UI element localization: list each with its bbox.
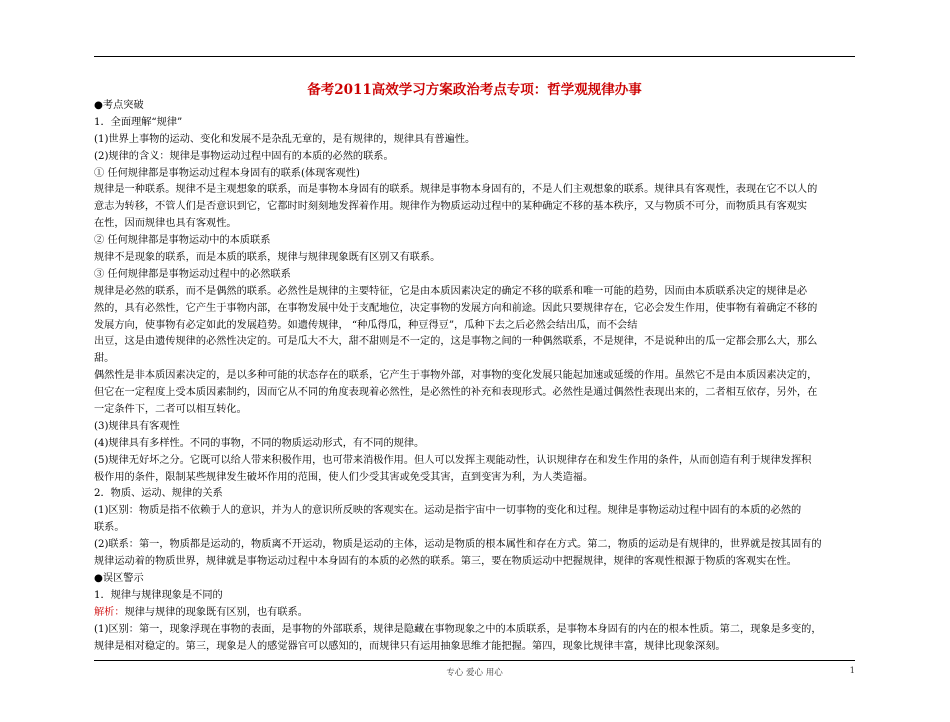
header-rule (94, 56, 855, 57)
body-line: (3)规律具有客观性 (94, 420, 180, 432)
analysis-text: 规律与规律的现象既有区别，也有联系。 (124, 606, 308, 618)
page-number: 1 (849, 666, 855, 676)
body-line: 规律是必然的联系，而不是偶然的联系。必然性是规律的主要特征，它是由本质因素决定的确定不移的联系和唯一可能的趋势，因而由本质联系决定的规律是必 (94, 285, 808, 297)
body-line: ① 任何规律都是事物运动过程本身固有的联系(体现客观性) (94, 167, 360, 179)
document-body (94, 98, 862, 655)
body-line: (1)区别：物质是指不依赖于人的意识，并为人的意识所反映的客观实在。运动是指宇宙中一切事物的变化和过程。规律是事物运动过程中固有的本质的必然的 (94, 505, 802, 517)
body-line: (2)规律的含义：规律是事物运动过程中固有的本质的必然的联系。 (94, 150, 394, 162)
page-title: 备考2011高效学习方案政治考点专项：哲学观规律办事 (307, 82, 642, 98)
body-line: 规律运动着的物质世界，规律就是事物运动过程中本身固有的本质的必然的联系。第三，要在物质运动中把握规律，规律的客观性根源于物质的客观实在性。 (94, 556, 797, 568)
body-line: 发展方向，使事物有必定如此的发展趋势。如遗传规律， “种瓜得瓜，种豆得豆”，瓜种下去之后必然会结出瓜，而不会结 (94, 319, 638, 331)
body-line: 偶然性是非本质因素决定的，是以多种可能的状态存在的联系，它产生于事物外部，对事物的变化发展只能起加速或延缓的作用。虽然它不是由本质因素决定的， (94, 370, 818, 382)
body-line: ② 任何规律都是事物运动中的本质联系 (94, 235, 271, 247)
body-line: (1)世界上事物的运动、变化和发展不是杂乱无章的，是有规律的，规律具有普遍性。 (94, 133, 476, 145)
page-footer: 专心 爱心 用心 (446, 668, 503, 678)
body-line: 一定条件下，二者可以相互转化。 (94, 404, 247, 416)
body-line: (2)联系：第一，物质都是运动的，物质离不开运动，物质是运动的主体，运动是物质的根本属性和存在方式。第二，物质的运动是有规律的，世界就是按其固有的 (94, 539, 822, 551)
body-line: 极作用的条件，限制某些规律发生破坏作用的范围，使人们少受其害或免受其害，直到变害为利，为人类造福。 (94, 471, 594, 483)
body-line: ●误区警示 (94, 572, 144, 584)
body-line: 联系。 (94, 522, 125, 534)
body-line: 在性，因而规律也具有客观性。 (94, 218, 237, 230)
body-line: ③ 任何规律都是事物运动过程中的必然联系 (94, 268, 291, 280)
body-line: 规律是相对稳定的。第三，现象是人的感觉器官可以感知的，而规律只有运用抽象思维才能把握。第四，现象比规律丰富，规律比现象深刻。 (94, 640, 726, 652)
analysis-line (94, 605, 862, 622)
body-line: 2．物质、运动、规律的关系 (94, 488, 223, 500)
body-line: 规律是一种联系。规律不是主观想象的联系，而是事物本身固有的联系。规律是事物本身固有的，不是人们主观想象的联系。规律具有客观性，表现在它不以人的 (94, 184, 818, 196)
body-line: 但它在一定程度上受本质因素制约，因而它从不同的角度表现着必然性，是必然性的补充和表现形式。必然性是通过偶然性表现出来的，二者相互依存，另外，在 (94, 387, 818, 399)
body-line: (5)规律无好坏之分。它既可以给人带来积极作用，也可带来消极作用。但人可以发挥主观能动性，认识规律存在和发生作用的条件，从而创造有利于规律发挥积 (94, 454, 812, 466)
body-line: ●考点突破 (94, 100, 144, 111)
analysis-label: 解析： (94, 606, 125, 618)
body-line: (4)规律具有多样性。不同的事物，不同的物质运动形式，有不同的规律。 (94, 437, 425, 449)
body-line: 然的，具有必然性，它产生于事物内部，在事物发展中处于支配地位，决定事物的发展方向和前途。因此只要规律存在，它必会发生作用，使事物有着确定不移的 (94, 302, 818, 314)
footer-rule (94, 660, 855, 661)
body-line: 1．规律与规律现象是不同的 (94, 589, 223, 601)
body-line: 甜。 (94, 353, 115, 365)
body-line: (1)区别：第一，现象浮现在事物的表面，是事物的外部联系，规律是隐藏在事物现象之中的本质联系，是事物本身固有的内在的根本性质。第二，现象是多变的， (94, 623, 822, 635)
body-line: 意志为转移，不管人们是否意识到它，它都时时刻刻地发挥着作用。规律作为物质运动过程中的某种确定不移的基本秩序，又与物质不可分，而物质具有客观实 (94, 201, 808, 213)
body-line: 1．全面理解“规律” (94, 116, 183, 128)
body-line: 规律不是现象的联系，而是本质的联系，规律与规律现象既有区别又有联系。 (94, 252, 441, 264)
body-line: 出豆，这是由遗传规律的必然性决定的。可是瓜大不大，甜不甜则是不一定的，这是事物之间的一种偶然联系，不是规律，不是说种出的瓜一定都会那么大，那么 (94, 336, 818, 348)
